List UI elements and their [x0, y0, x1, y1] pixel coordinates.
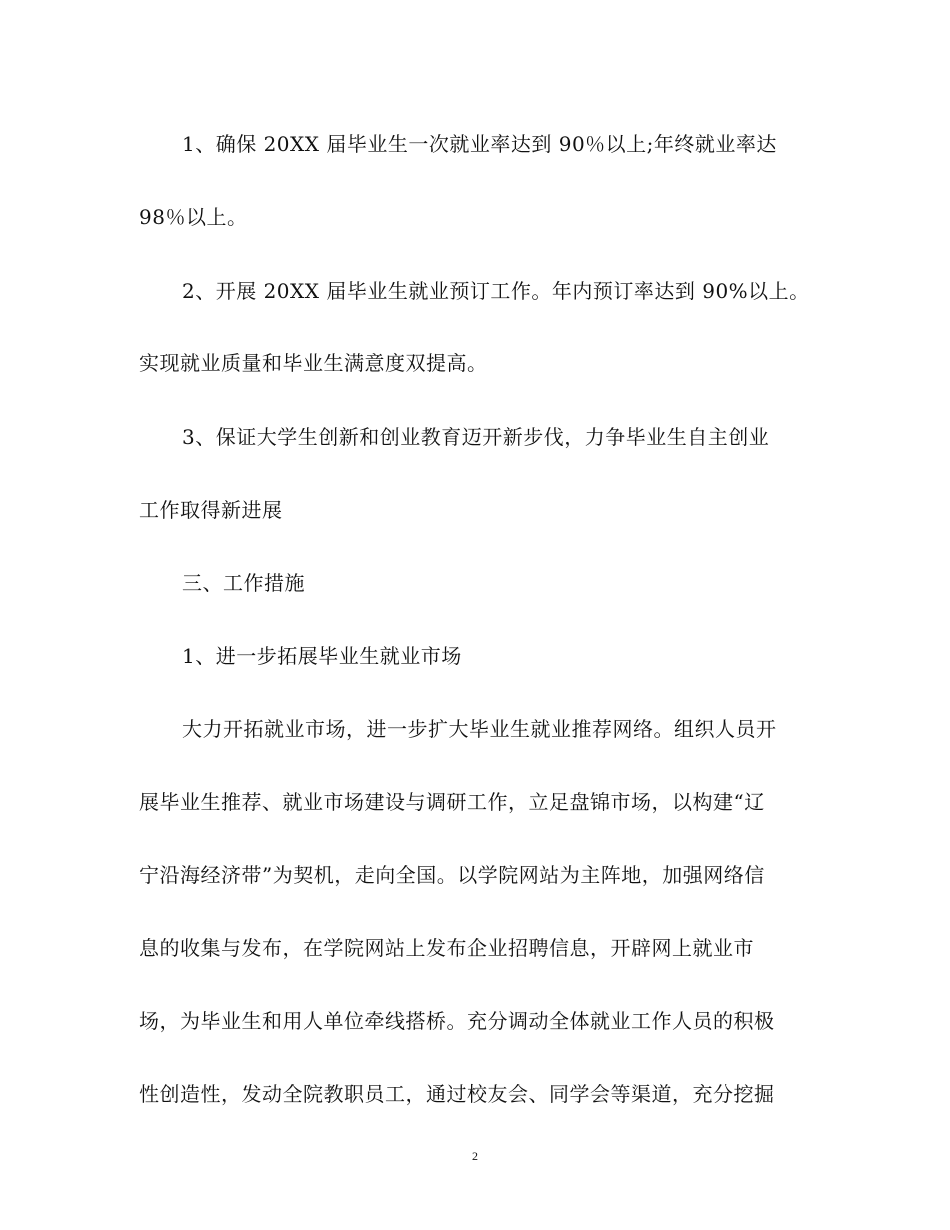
- section-heading-measures: 三、工作措施: [182, 571, 305, 595]
- paragraph-market-line-6: 性创造性，发动全院教职员工，通过校友会、同学会等渠道，充分挖掘: [139, 1082, 775, 1106]
- paragraph-market-line-2: 展毕业生推荐、就业市场建设与调研工作，立足盘锦市场，以构建“辽: [139, 790, 765, 814]
- paragraph-goal-3-line-2: 工作取得新进展: [139, 498, 283, 522]
- paragraph-market-line-4: 息的收集与发布，在学院网站上发布企业招聘信息，开辟网上就业市: [139, 936, 754, 960]
- paragraph-market-line-5: 场，为毕业生和用人单位牵线搭桥。充分调动全体就业工作人员的积极: [139, 1009, 775, 1033]
- paragraph-goal-1-line-1: 1、确保 20XX 届毕业生一次就业率达到 90％以上;年终就业率达: [182, 132, 777, 156]
- subheading-market: 1、进一步拓展毕业生就业市场: [182, 644, 462, 668]
- paragraph-goal-2-line-1: 2、开展 20XX 届毕业生就业预订工作。年内预订率达到 90%以上。: [182, 279, 810, 303]
- paragraph-goal-3-line-1: 3、保证大学生创新和创业教育迈开新步伐，力争毕业生自主创业: [182, 425, 770, 449]
- paragraph-market-line-3: 宁沿海经济带”为契机，走向全国。以学院网站为主阵地，加强网络信: [139, 863, 765, 887]
- paragraph-market-line-1: 大力开拓就业市场，进一步扩大毕业生就业推荐网络。组织人员开: [182, 717, 777, 741]
- paragraph-goal-2-line-2: 实现就业质量和毕业生满意度双提高。: [139, 351, 488, 375]
- paragraph-goal-1-line-2: 98％以上。: [139, 205, 248, 229]
- page-number: 2: [472, 1149, 478, 1163]
